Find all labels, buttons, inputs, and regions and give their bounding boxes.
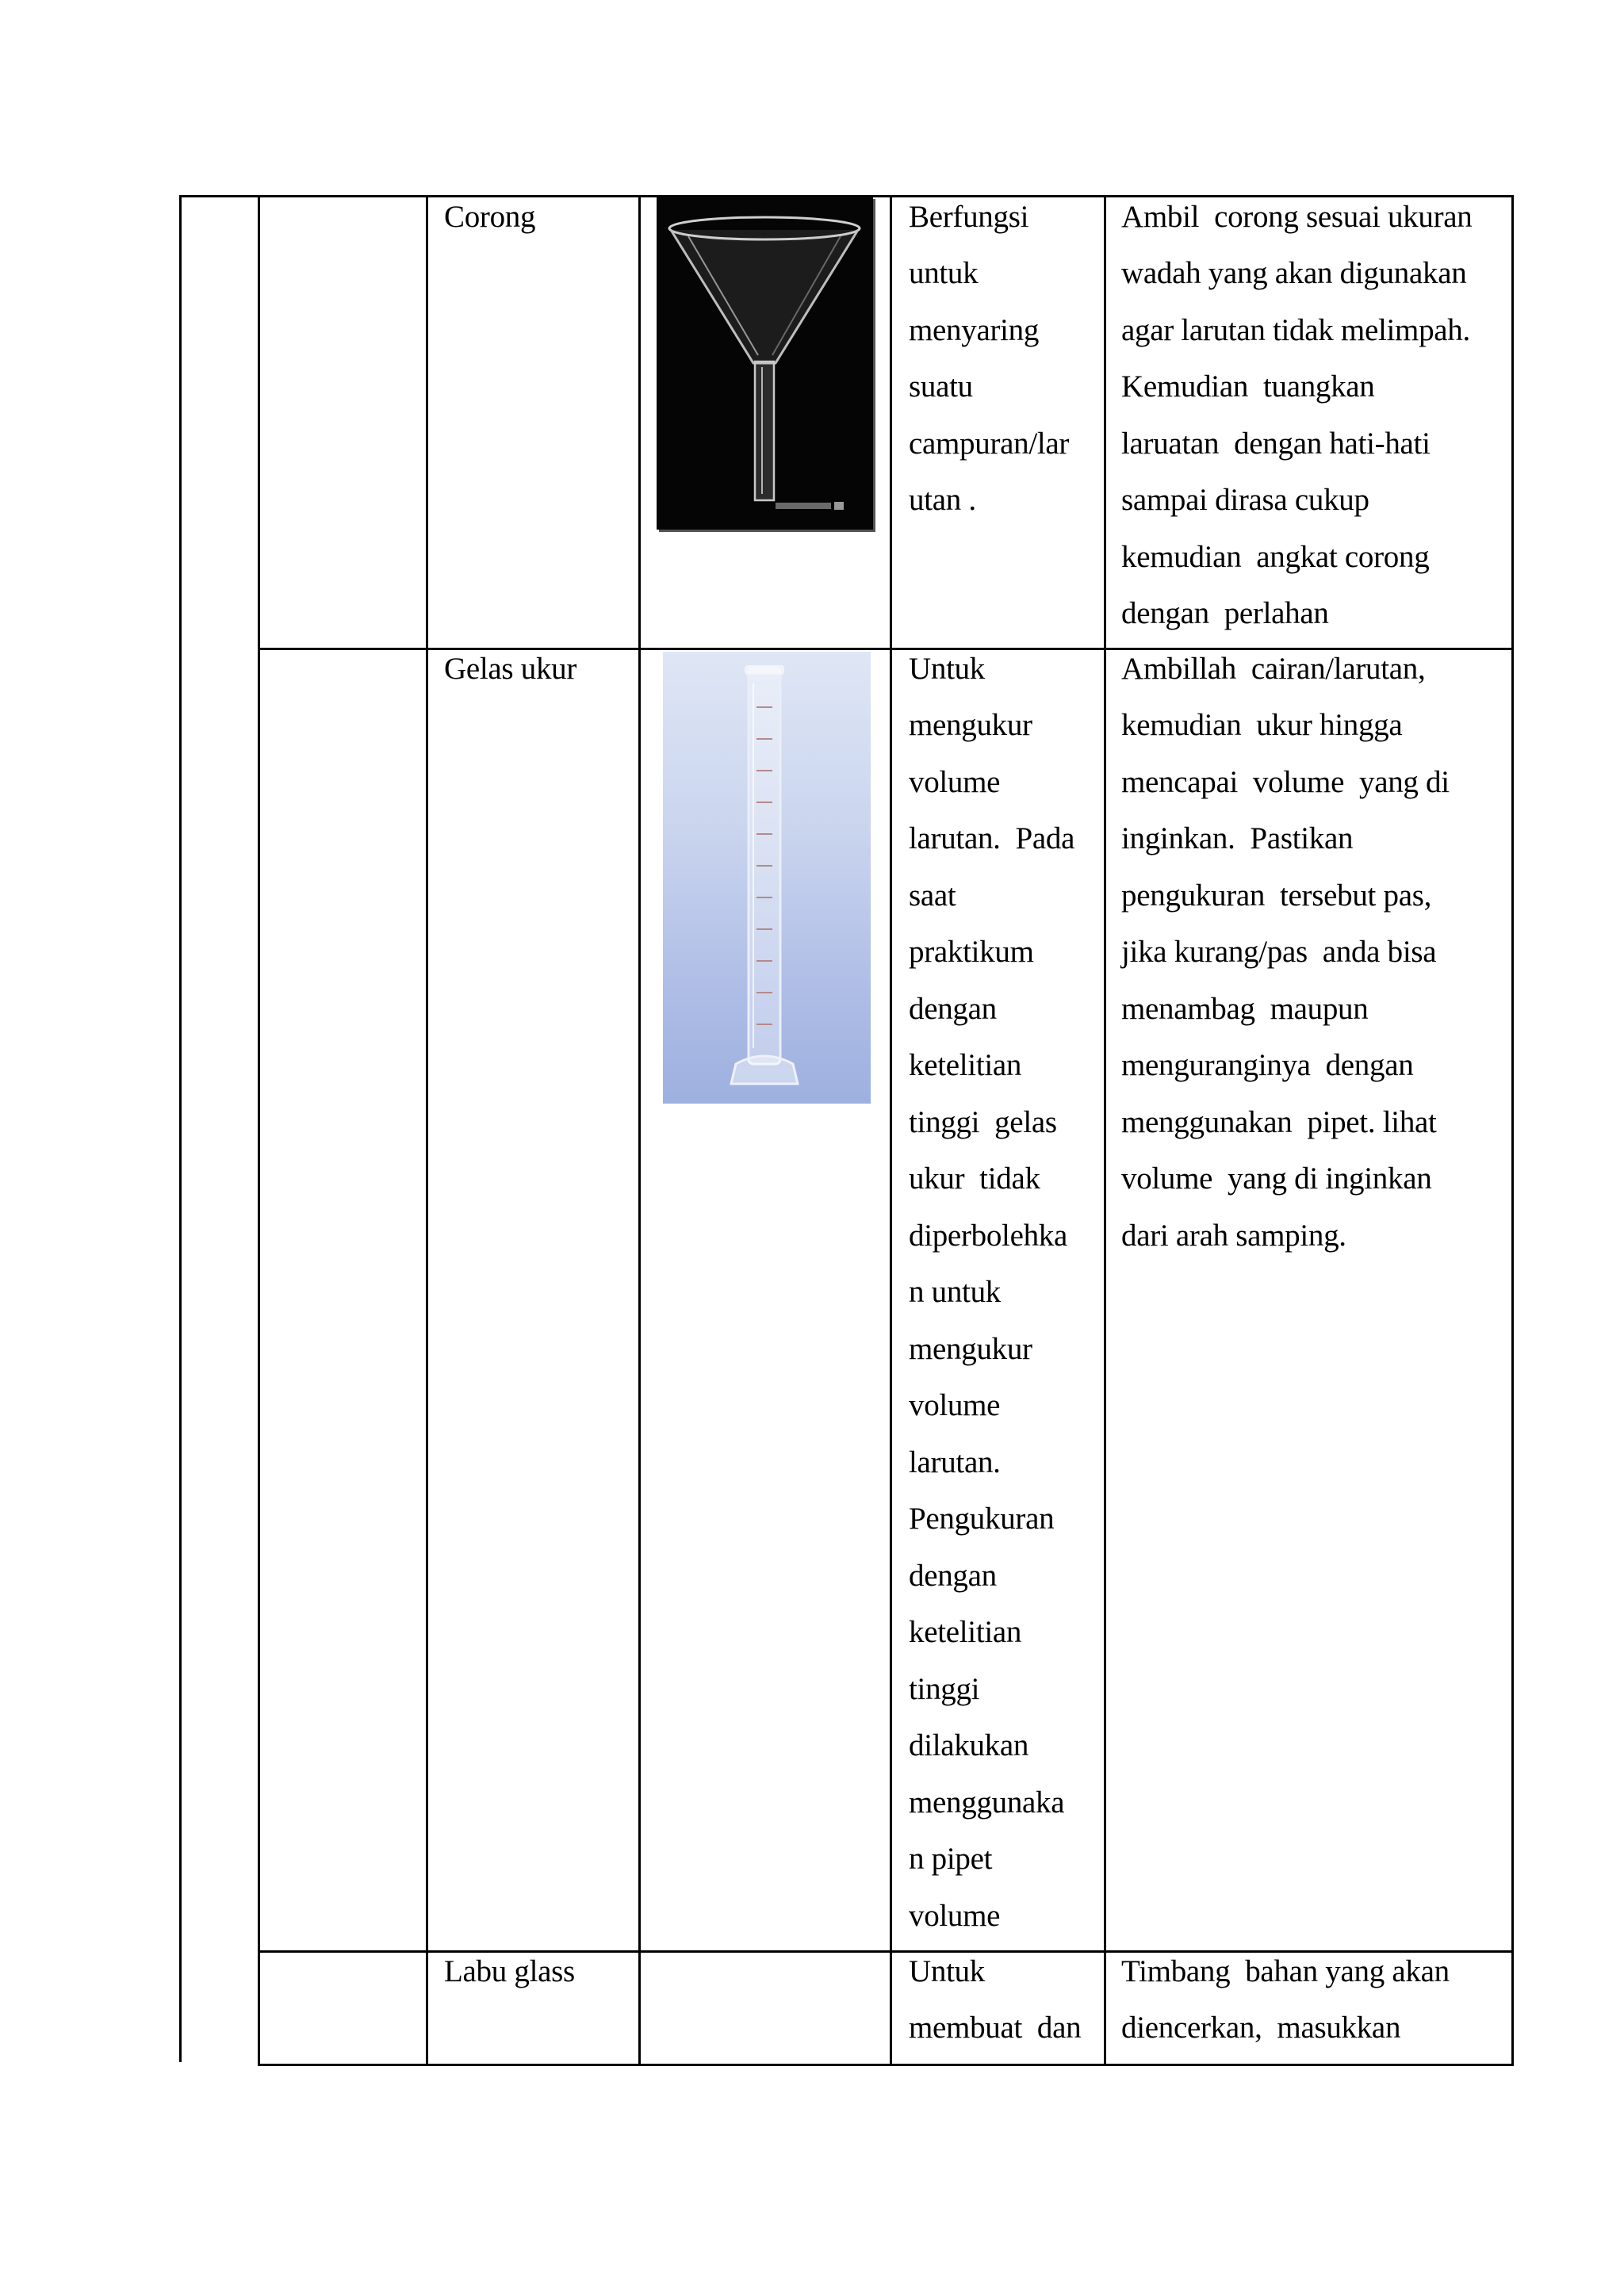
text-line: volume	[909, 1388, 1001, 1422]
row-labu-glass-name: Labu glass	[444, 1954, 575, 1988]
text-line: mengukur	[909, 708, 1032, 742]
text-line: n untuk	[909, 1275, 1001, 1309]
text-line: dengan	[909, 1559, 997, 1593]
text-line: volume yang di inginkan	[1121, 1161, 1432, 1196]
text-line: tinggi	[909, 1672, 980, 1706]
text-line: dari arah samping.	[1121, 1219, 1346, 1253]
graduated-cylinder-image	[663, 652, 871, 1104]
text-line: kemudian ukur hingga	[1121, 708, 1403, 742]
text-line: menggunaka	[909, 1785, 1065, 1820]
text-line: Pengukuran	[909, 1502, 1055, 1536]
text-line: praktikum	[909, 935, 1034, 969]
text-line: Untuk	[909, 1954, 986, 1988]
text-line: laruatan dengan hati-hati	[1121, 427, 1431, 461]
row-corong-name: Corong	[444, 200, 536, 234]
text-line: menggunakan pipet. lihat	[1121, 1105, 1437, 1139]
text-line: sampai dirasa cukup	[1121, 483, 1369, 517]
funnel-image	[657, 197, 873, 530]
text-line: suatu	[909, 369, 973, 404]
text-line: n pipet	[909, 1842, 993, 1876]
row-gelas-ukur-name: Gelas ukur	[444, 652, 577, 686]
text-line: kemudian angkat corong	[1121, 540, 1430, 574]
text-line: dengan	[909, 992, 997, 1026]
text-line: menambag maupun	[1121, 992, 1369, 1026]
text-line: Berfungsi	[909, 200, 1029, 234]
table-border-col5	[1104, 195, 1106, 2066]
text-line: larutan. Pada	[909, 821, 1075, 855]
text-line: Ambillah cairan/larutan,	[1121, 652, 1426, 686]
text-line: volume	[909, 765, 1001, 799]
text-line: agar larutan tidak melimpah.	[1121, 313, 1470, 347]
text-line: menguranginya dengan	[1121, 1048, 1414, 1082]
text-line: ketelitian	[909, 1048, 1022, 1082]
table-border-col1	[258, 195, 260, 2066]
text-line: inginkan. Pastikan	[1121, 821, 1354, 855]
text-line: Untuk	[909, 652, 986, 686]
text-line: jika kurang/pas anda bisa	[1121, 935, 1437, 969]
text-line: diencerkan, masukkan	[1121, 2011, 1401, 2045]
text-line: dengan perlahan	[1121, 596, 1329, 630]
text-line: menyaring	[909, 313, 1040, 347]
text-line: wadah yang akan digunakan	[1121, 256, 1467, 290]
table-border-col3	[638, 195, 641, 2066]
text-line: Timbang bahan yang akan	[1121, 1954, 1450, 1988]
text-line: Kemudian tuangkan	[1121, 369, 1375, 404]
text-line: membuat dan	[909, 2011, 1082, 2045]
text-line: pengukuran tersebut pas,	[1121, 878, 1432, 913]
text-line: volume	[909, 1899, 1001, 1933]
text-line: ketelitian	[909, 1615, 1022, 1649]
text-line: larutan.	[909, 1445, 1001, 1479]
table-border-right	[1511, 195, 1514, 2066]
table-border-col4	[890, 195, 892, 2066]
text-line: mengukur	[909, 1332, 1032, 1366]
text-line: Ambil corong sesuai ukuran	[1121, 200, 1473, 234]
text-line: utan .	[909, 483, 976, 517]
table-border-bottom	[258, 2064, 1514, 2066]
table-border-col2	[426, 195, 428, 2066]
text-line: saat	[909, 878, 956, 913]
text-line: diperbolehka	[909, 1219, 1067, 1253]
text-line: campuran/lar	[909, 427, 1070, 461]
text-line: ukur tidak	[909, 1161, 1040, 1196]
text-line: tinggi gelas	[909, 1105, 1057, 1139]
text-line: mencapai volume yang di	[1121, 765, 1450, 799]
text-line: untuk	[909, 256, 979, 290]
text-line: dilakukan	[909, 1728, 1029, 1762]
table-border-left-outer	[179, 195, 182, 2062]
